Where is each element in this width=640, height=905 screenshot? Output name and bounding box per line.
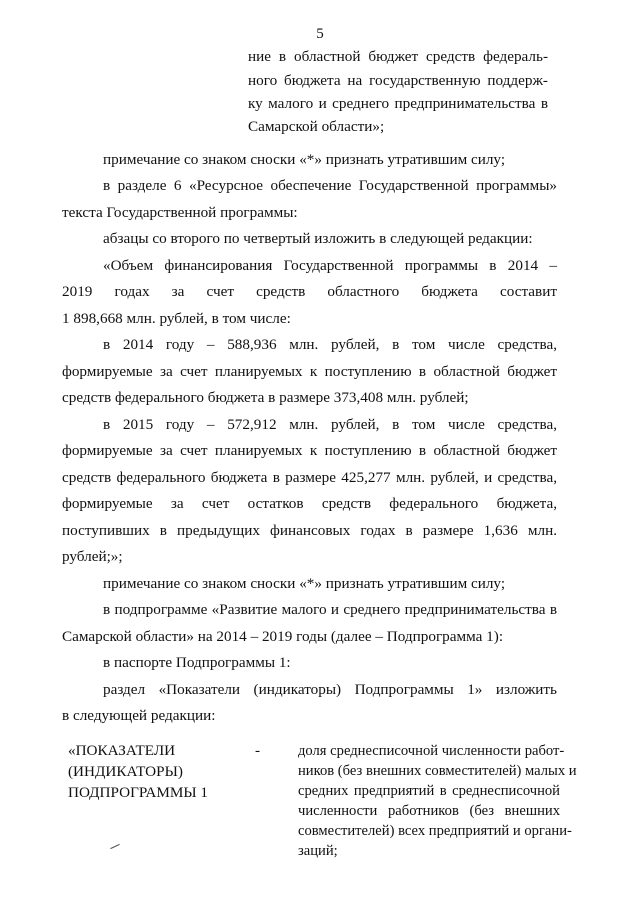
- text-line: примечание со знаком сноски «*» признать утратившим силу;: [103, 575, 506, 592]
- indicators-heading: (ИНДИКАТОРЫ): [68, 763, 183, 780]
- text-line: 2019 годах за счет средств областного бюджета составит: [62, 283, 557, 300]
- text-line: средств федерального бюджета в размере 425,277 млн. рублей, и средства,: [62, 469, 557, 486]
- page-number: 5: [316, 26, 324, 42]
- indicators-heading: ПОДПРОГРАММЫ 1: [68, 784, 209, 801]
- indicator-text: заций;: [298, 843, 338, 859]
- text-line: 1 898,668 млн. рублей, в том числе:: [62, 310, 291, 327]
- text-line: абзацы со второго по четвертый изложить в следующей редакции:: [103, 230, 533, 247]
- text-line: в 2015 году – 572,912 млн. рублей, в том числе средства,: [103, 416, 557, 433]
- stray-mark: [110, 844, 119, 849]
- text-line: примечание со знаком сноски «*» признать утратившим силу;: [103, 151, 506, 168]
- continuation-line: ного бюджета на государственную поддерж-: [248, 72, 548, 89]
- text-line: формируемые за счет остатков средств федерального бюджета,: [62, 495, 557, 512]
- text-line: в следующей редакции:: [62, 707, 216, 724]
- indicator-text: ников (без внешних совместителей) малых и: [298, 763, 577, 779]
- text-line: раздел «Показатели (индикаторы) Подпрограммы 1» изложить: [103, 681, 557, 698]
- text-line: средств федерального бюджета в размере 373,408 млн. рублей;: [62, 389, 469, 406]
- text-line: «Объем финансирования Государственной программы в 2014 –: [103, 257, 557, 274]
- continuation-line: ние в областной бюджет средств федераль-: [248, 48, 548, 65]
- text-line: формируемые за счет планируемых к поступлению в областной бюджет: [62, 442, 557, 459]
- text-line: формируемые за счет планируемых к поступлению в областной бюджет: [62, 363, 557, 380]
- indicators-heading: «ПОКАЗАТЕЛИ: [68, 742, 176, 759]
- text-line: в паспорте Подпрограммы 1:: [103, 654, 291, 671]
- text-line: в разделе 6 «Ресурсное обеспечение Государственной программы»: [103, 177, 557, 194]
- text-line: в подпрограмме «Развитие малого и среднего предпринимательства в: [103, 601, 557, 618]
- indicator-text: средних предприятий в среднесписочной: [298, 783, 560, 799]
- text-line: текста Государственной программы:: [62, 204, 298, 221]
- continuation-line: ку малого и среднего предпринимательства в: [248, 95, 548, 112]
- text-line: Самарской области» на 2014 – 2019 годы (далее – Подпрограмма 1):: [62, 628, 504, 645]
- text-line: в 2014 году – 588,936 млн. рублей, в том числе средства,: [103, 336, 557, 353]
- indicator-text: совместителей) всех предприятий и органи-: [298, 823, 572, 839]
- indicator-text: доля среднесписочной численности работ-: [298, 743, 565, 759]
- text-line: рублей;»;: [62, 548, 123, 565]
- list-dash: -: [255, 742, 261, 759]
- continuation-line: Самарской области»;: [248, 118, 385, 135]
- indicator-text: численности работников (без внешних: [298, 803, 560, 819]
- text-line: поступивших в предыдущих финансовых годах в размере 1,636 млн.: [62, 522, 557, 539]
